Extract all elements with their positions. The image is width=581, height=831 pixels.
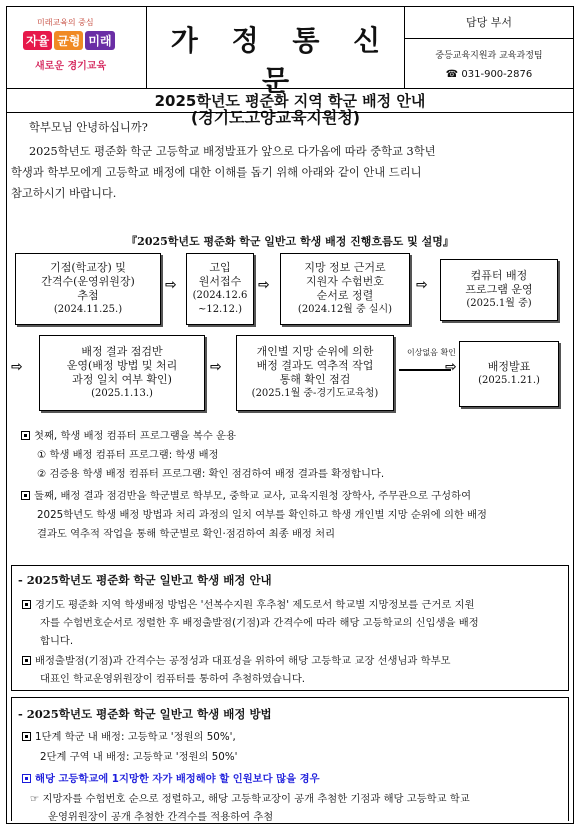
- intro-line-1: 2025학년도 평준화 학군 고등학교 배정발표가 앞으로 다가옴에 따라 중학교 3학년: [29, 145, 436, 158]
- section-method-note-line2: 운영위원장이 공개 추첨한 간격수를 적용하여 추첨: [48, 811, 274, 823]
- greeting: 학부모님 안녕하십니까?: [29, 121, 148, 134]
- section-method: [11, 697, 569, 821]
- section-method-b2: 해당 고등학교에 1지망한 자가 배정해야 할 인원보다 많을 경우: [22, 770, 320, 789]
- notice-frame: [6, 6, 574, 824]
- logo-slogan: 새로운 경기교육: [35, 61, 107, 72]
- flow-step-sort: 지망 정보 근거로 지원자 수험번호 순서로 정렬 (2024.12월 중 실시): [280, 253, 410, 325]
- section-method-b1-line2: 2단계 구역 내 배정: 고등학교 '정원의 50%': [40, 751, 238, 763]
- flow-arrow: ⇨: [210, 359, 222, 375]
- point-first: 첫째, 학생 배정 컴퓨터 프로그램을 복수 운용: [21, 427, 236, 446]
- section-notice-b1-line2: 자를 수험번호순서로 정렬한 후 배정출발점(기점)과 간격수에 따라 해당 고등학교의 신입생을 배정: [40, 617, 479, 629]
- point-second-line3: 결과도 역추적 작업을 통해 학군별로 확인·점검하여 최종 배정 처리: [37, 528, 336, 540]
- section-method-b1: 1단계 학군 내 배정: 고등학교 '정원의 50%',: [22, 728, 236, 747]
- flow-connector: [399, 369, 451, 371]
- logo-word-3: 미래: [85, 31, 114, 50]
- dept-phone: ☎ 031-900-2876: [445, 69, 533, 80]
- section-method-note: ☞ 지망자를 수험번호 순으로 정렬하고, 해당 고등학교장이 공개 추첨한 기점과 해당 고등학교 학교: [30, 793, 470, 805]
- flow-arrow: ⇨: [445, 359, 457, 375]
- dept-office: 중등교육지원과 교육과정팀: [435, 51, 543, 61]
- flow-step-trace: 개인별 지망 순위에 의한 배정 결과도 역추적 작업 통해 확인 점검 (2025.1월 중-경기도교육청): [236, 335, 394, 411]
- page-subtitle: (경기도고양교육지원청): [190, 108, 361, 127]
- flow-step-application: 고입 원서접수 (2024.12.6 ~12.12.): [186, 253, 254, 325]
- section-notice-b2: 배정출발점(기점)과 간격수는 공정성과 대표성을 위하여 해당 고등학교 교장 선생님과 학부모: [22, 652, 450, 671]
- education-logo: [7, 7, 147, 89]
- section-notice-b2-line2: 대표인 학교운영위원장이 컴퓨터를 통하여 추첨하였습니다.: [40, 673, 306, 685]
- logo-word-1: 자율: [23, 31, 52, 50]
- intro-line-3: 참고하시기 바랍니다.: [11, 187, 117, 200]
- flow-title: 『2025학년도 평준화 학군 일반고 학생 배정 진행흐름도 및 설명』: [126, 235, 454, 248]
- section-notice-b1-line3: 합니다.: [40, 635, 74, 647]
- point-second: 둘째, 배정 결과 점검반을 학군별로 학부모, 중학교 교사, 교육지원청 장학사, 주무관으로 구성하여: [21, 487, 471, 506]
- dept-label: 담당 부서: [405, 7, 573, 39]
- section-method-title: - 2025학년도 평준화 학군 일반고 학생 배정 방법: [18, 707, 272, 721]
- point-first-sub1: ① 학생 배정 컴퓨터 프로그램: 학생 배정: [37, 449, 219, 461]
- flow-arrow: ⇨: [11, 359, 23, 375]
- point-first-sub2: ② 검증용 학생 배정 컴퓨터 프로그램: 확인 점검하여 배정 결과를 확정합니다.: [37, 468, 385, 480]
- flow-step-draw: 기점(학교장) 및 간격수(운영위원장) 추첨 (2024.11.25.): [15, 253, 161, 325]
- logo-word-2: 균형: [54, 31, 83, 50]
- flow-step-review: 배정 결과 점검반 운영(배정 방법 및 처리 과정 일치 여부 확인) (2025.1.13.): [39, 335, 205, 411]
- section-notice: [11, 565, 569, 691]
- flow-step-computer: 컴퓨터 배정 프로그램 운영 (2025.1월 중): [440, 259, 558, 321]
- point-second-line2: 2025학년도 학생 배정 방법과 처리 과정의 일치 여부를 확인하고 학생 개인별 지망 순위에 의한 배정: [37, 509, 488, 521]
- page-title: 가 정 통 신 문: [170, 24, 393, 97]
- intro-line-2: 학생과 학부모에게 고등학교 배정에 대한 이해를 돕기 위해 아래와 같이 안내 드리니: [11, 166, 422, 179]
- flow-arrow: ⇨: [258, 277, 270, 293]
- flow-arrow: ⇨: [416, 277, 428, 293]
- flow-arrow-note: 이상없음 확인: [407, 348, 456, 357]
- flow-step-announce: 배정발표 (2025.1.21.): [459, 341, 559, 407]
- logo-tagline: 미래교육의 중심: [37, 18, 94, 27]
- section-notice-b1: 경기도 평준화 지역 학생배정 방법은 '선복수지원 후추첨' 제도로서 학교별 지망정보를 근거로 지원: [22, 596, 475, 615]
- flow-arrow: ⇨: [165, 277, 177, 293]
- headline: 2025학년도 평준화 지역 학군 배정 안내: [7, 89, 573, 113]
- section-notice-title: - 2025학년도 평준화 학군 일반고 학생 배정 안내: [18, 573, 272, 587]
